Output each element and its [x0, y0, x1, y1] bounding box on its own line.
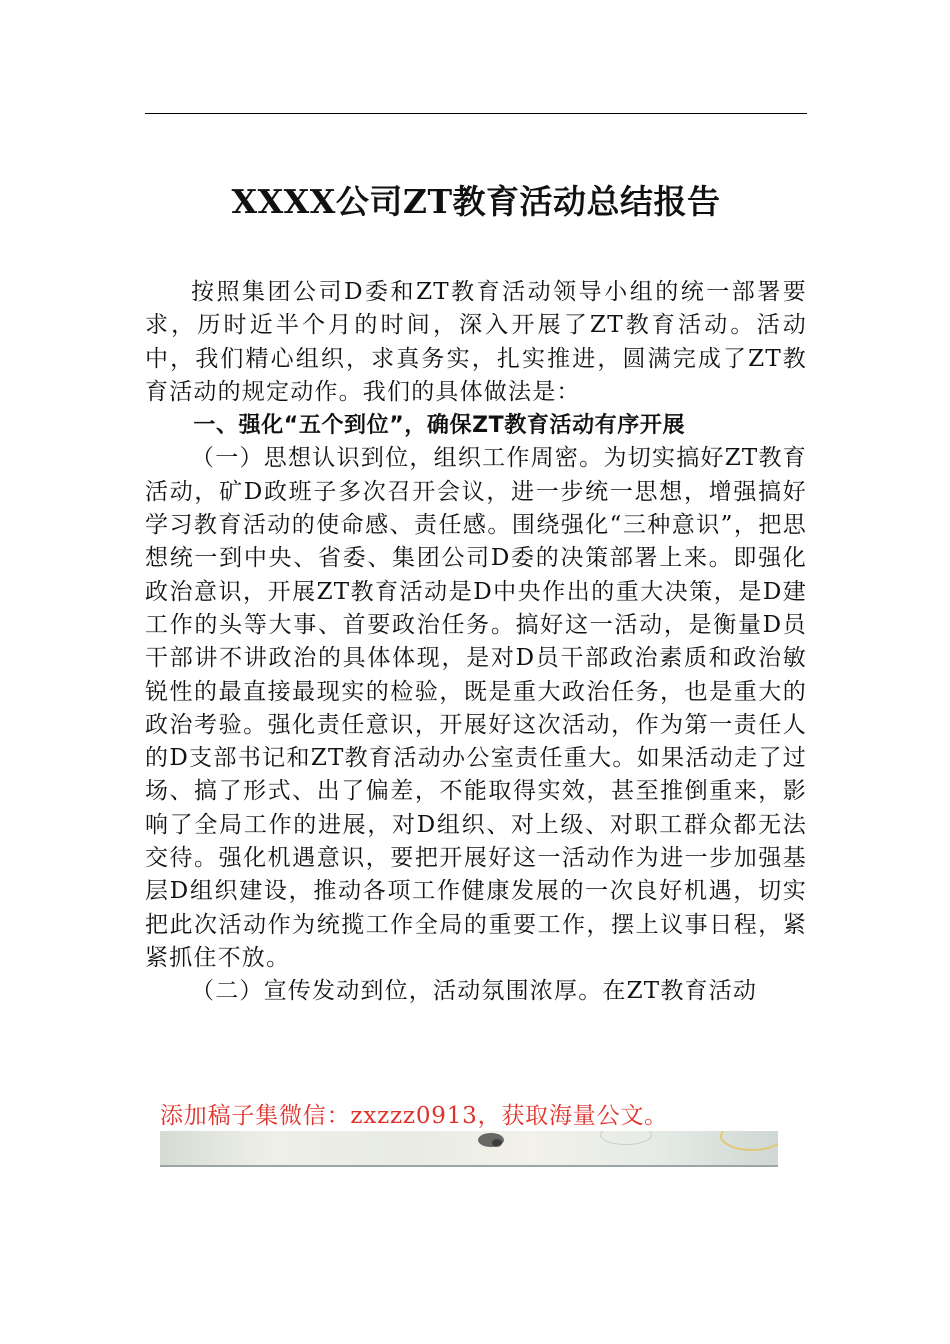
subsection-paragraph-1: （一）思想认识到位，组织工作周密。为切实搞好ZT教育活动，矿D政班子多次召开会议，进一步统一思想，增强搞好学习教育活动的使命感、责任感。围绕强化“三种意识”，把思想统一到中央、省委、集团公司D委的决策部署上来。即强化政治意识，开展ZT教育活动是D中央作出的重大决策，是D建工作的头等大事、首要政治任务。搞好这一活动，是衡量D员干部讲不讲政治的具体体现，是对D员干部政治素质和政治敏锐性的最直接最现实的检验，既是重大政治任务，也是重大的政治考验。强化责任意识，开展好这次活动，作为第一责任人的D支部书记和ZT教育活动办公室责任重大。如果活动走了过场、搞了形式、出了偏差，不能取得实效，甚至推倒重来，影响了全局工作的进展，对D组织、对上级、对职工群众都无法交待。强化机遇意识，要把开展好这一活动作为进一步加强基层D组织建设，推动各项工作健康发展的一次良好机遇，切实把此次活动作为统揽工作全局的重要工作，摆上议事日程，紧紧抓住不放。 [145, 445, 807, 971]
decorative-banner-image [160, 1131, 778, 1167]
ink-blot-icon [492, 1139, 502, 1147]
document-title: XXXX公司ZT教育活动总结报告 [231, 182, 721, 221]
document-body [145, 276, 807, 1009]
brush-stroke-icon [600, 1131, 652, 1145]
intro-paragraph: 按照集团公司D委和ZT教育活动领导小组的统一部署要求，历时近半个月的时间，深入开展了ZT教育活动。活动中，我们精心组织，求真务实，扎实推进，圆满完成了ZT教育活动的规定动作。我们的具体做法是： [145, 279, 807, 405]
section-heading: 一、强化“五个到位”，确保ZT教育活动有序开展 [193, 413, 686, 439]
subsection-paragraph-2: （二）宣传发动到位，活动氛围浓厚。在ZT教育活动 [191, 978, 758, 1005]
promo-text: 添加稿子集微信：zxzzz0913，获取海量公文。 [160, 1103, 668, 1129]
header-rule [145, 113, 807, 114]
brush-stroke-icon [720, 1131, 778, 1151]
